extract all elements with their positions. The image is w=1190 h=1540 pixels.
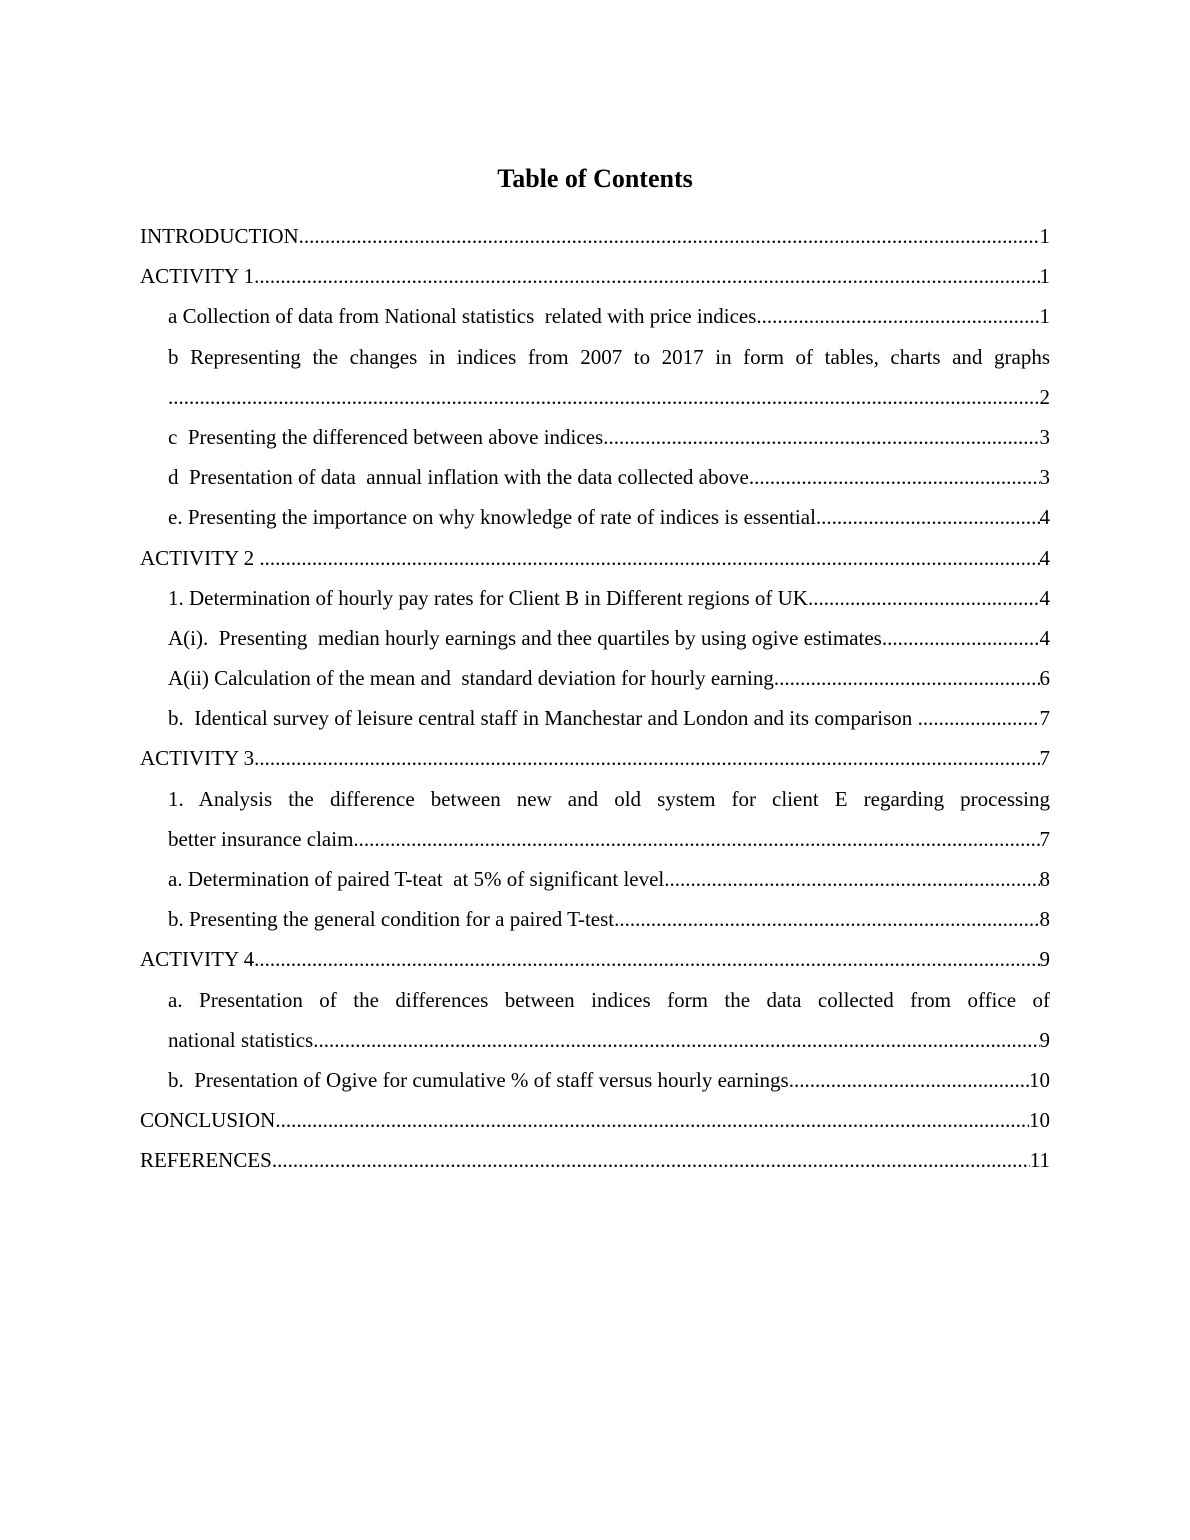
toc-page-number: 8 — [1039, 907, 1050, 932]
toc-page-number: 6 — [1039, 666, 1050, 691]
toc-leader-dots — [254, 256, 1039, 296]
toc-page-number: 7 — [1039, 826, 1050, 851]
toc-entry-2-aii[interactable] — [140, 658, 1050, 698]
toc-leader-dots — [272, 1140, 1030, 1180]
toc-entry-text: A(i). Presenting median hourly earnings and thee quartiles by using ogive estimates — [168, 625, 882, 650]
toc-page-number: 10 — [1029, 1067, 1050, 1092]
toc-leader-dots — [353, 819, 1039, 859]
toc-entry-4b[interactable] — [140, 1060, 1050, 1100]
toc-leader-dots — [259, 538, 1039, 578]
toc-page-number: 4 — [1039, 585, 1050, 610]
toc-leader-dots — [756, 296, 1039, 336]
toc-entry-4a[interactable] — [140, 980, 1050, 1060]
toc-page-number: 4 — [1039, 505, 1050, 530]
toc-entry-activity-2[interactable] — [140, 538, 1050, 578]
toc-entry-1a[interactable] — [140, 296, 1050, 336]
toc-leader-dots — [168, 377, 1040, 417]
toc-page-number: 8 — [1039, 867, 1050, 891]
toc-page-number: 4 — [1039, 545, 1050, 570]
toc-page-number: 1 — [1039, 304, 1050, 329]
toc-leader-dots — [882, 618, 1040, 658]
toc-entry-3a[interactable] — [140, 859, 1050, 899]
toc-leader-dots — [299, 216, 1040, 256]
toc-entry-text-line1: 1. Analysis the difference between new and old system for client E regarding processing — [168, 786, 1050, 811]
toc-entry-text-line2: better insurance claim — [168, 826, 354, 851]
toc-entry-text: d Presentation of data annual inflation with the data collected above — [168, 465, 749, 490]
toc-entry-text: ACTIVITY 4 — [140, 947, 255, 972]
toc-entry-2-1[interactable] — [140, 578, 1050, 618]
toc-entry-text: c Presenting the differenced between above indices — [168, 424, 604, 449]
toc-entry-1b[interactable] — [140, 337, 1050, 417]
toc-page-number: 4 — [1039, 625, 1050, 650]
toc-entry-1e[interactable] — [140, 497, 1050, 537]
toc-leader-dots — [254, 939, 1039, 979]
toc-leader-dots — [808, 578, 1040, 618]
toc-page-number: 2 — [1039, 384, 1050, 409]
toc-leader-dots — [664, 859, 1039, 899]
toc-entry-activity-4[interactable] — [140, 939, 1050, 979]
toc-entry-introduction[interactable] — [140, 216, 1050, 256]
toc-entry-1d[interactable] — [140, 457, 1050, 497]
toc-entry-text: b. Identical survey of leisure central staff in Manchestar and London and its comparison — [168, 706, 918, 731]
toc-entry-text: 1. Determination of hourly pay rates for Client B in Different regions of UK — [168, 585, 808, 610]
toc-leader-dots — [789, 1060, 1029, 1100]
toc-page-number: 3 — [1039, 424, 1050, 449]
toc-entry-activity-1[interactable] — [140, 256, 1050, 296]
toc-page-number: 9 — [1039, 947, 1050, 972]
toc-entry-text: b. Presentation of Ogive for cumulative % of staff versus hourly earnings — [168, 1067, 789, 1092]
toc-leader-dots — [254, 738, 1039, 778]
toc-entry-text: ACTIVITY 2 — [140, 545, 260, 570]
toc-page-number: 10 — [1029, 1108, 1050, 1133]
toc-leader-dots — [614, 899, 1039, 939]
toc-leader-dots — [918, 698, 1040, 738]
toc-entry-text-line2: national statistics — [168, 1027, 314, 1052]
toc-entry-text: CONCLUSION — [140, 1108, 276, 1133]
toc-entry-text: e. Presenting the importance on why knowledge of rate of indices is essential — [168, 505, 816, 530]
toc-leader-dots — [749, 457, 1040, 497]
toc-entry-3-1[interactable] — [140, 779, 1050, 859]
toc-entry-activity-3[interactable] — [140, 738, 1050, 778]
toc-entry-text-line1: a. Presentation of the differences between indices form the data collected from office of — [168, 987, 1050, 1012]
toc-entry-2-ai[interactable] — [140, 618, 1050, 658]
table-of-contents — [140, 216, 1050, 1181]
toc-page-number: 3 — [1039, 465, 1050, 490]
toc-entry-3b[interactable] — [140, 899, 1050, 939]
toc-entry-text: INTRODUCTION — [140, 224, 299, 248]
toc-title: Table of Contents — [497, 164, 693, 193]
toc-entry-text: a. Determination of paired T-teat at 5% of significant level — [168, 867, 665, 891]
toc-leader-dots — [313, 1020, 1039, 1060]
toc-entry-text: ACTIVITY 1 — [140, 264, 255, 289]
toc-page-number: 11 — [1029, 1148, 1050, 1173]
toc-page-number: 9 — [1039, 1027, 1050, 1052]
toc-page-number: 7 — [1039, 746, 1050, 771]
toc-entry-text-line1: b Representing the changes in indices from 2007 to 2017 in form of tables, charts and graphs — [168, 344, 1050, 369]
toc-page-number: 1 — [1039, 264, 1050, 289]
toc-entry-1c[interactable] — [140, 417, 1050, 457]
toc-entry-references[interactable] — [140, 1140, 1050, 1180]
toc-entry-text: A(ii) Calculation of the mean and standard deviation for hourly earning — [168, 666, 774, 691]
toc-leader-dots — [275, 1100, 1029, 1140]
toc-page-number: 7 — [1039, 706, 1050, 731]
toc-leader-dots — [603, 417, 1039, 457]
toc-leader-dots — [816, 497, 1040, 537]
toc-entry-2b[interactable] — [140, 698, 1050, 738]
toc-leader-dots — [774, 658, 1040, 698]
toc-entry-text: a Collection of data from National statistics related with price indices — [168, 304, 757, 329]
toc-entry-text: REFERENCES — [140, 1148, 272, 1173]
toc-entry-text: b. Presenting the general condition for a paired T-test — [168, 907, 615, 932]
toc-entry-conclusion[interactable] — [140, 1100, 1050, 1140]
toc-entry-text: ACTIVITY 3 — [140, 746, 255, 771]
toc-page-number: 1 — [1039, 224, 1050, 248]
